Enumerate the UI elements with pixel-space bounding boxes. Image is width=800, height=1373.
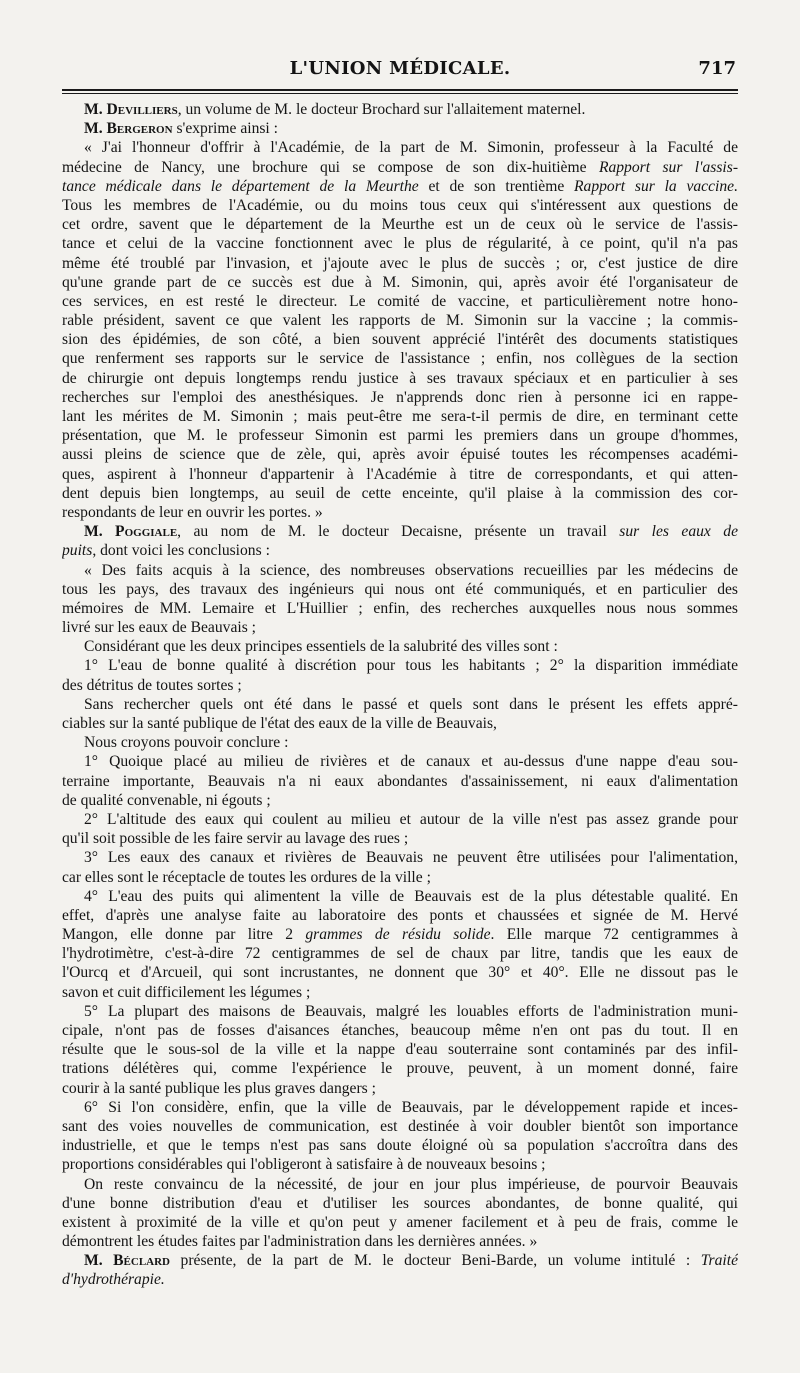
text-line	[62, 254, 738, 273]
text-line	[62, 215, 738, 234]
text-run: ces services, en est resté le directeur. Le comité de vaccine, et particulièrement notre hono-	[62, 292, 738, 310]
text-run: trations délétères qui, comme l'expérience le prouve, peuvent, à un moment donné, faire	[62, 1060, 738, 1078]
header-rule-thin	[62, 93, 738, 94]
text-line	[62, 1194, 738, 1213]
text-line	[62, 292, 738, 311]
text-run: 3° Les eaux des canaux et rivières de Beauvais ne peuvent être utilisées pour l'alimentation,	[84, 849, 738, 867]
text-run: proportions considérables qui l'obligeront à satisfaire à de nouveaux besoins ;	[62, 1156, 546, 1174]
paragraph	[62, 522, 738, 560]
text-run: l'Ourcq et d'Arcueil, qui sont incrustantes, ne donnent que 30° et 40°. Elle ne dissout pas le	[62, 964, 738, 982]
text-line	[62, 407, 738, 426]
text-line	[62, 273, 738, 292]
text-run: présentation, que M. le professeur Simonin est parmi les premiers dans un groupe d'hommes,	[62, 427, 738, 445]
text-line	[62, 637, 738, 656]
italic-title: Rapport sur la vaccine.	[574, 177, 738, 195]
text-run: l'hydrotimètre, c'est-à-dire 72 centigrammes de sel de chaux par litre, tandis que les eaux de	[62, 945, 738, 963]
italic-title: grammes de résidu solide	[305, 926, 491, 944]
text-run: effet, d'après une analyse faite au laboratoire des ponts et chaussées et signée de M. Hervé	[62, 906, 738, 924]
text-line	[62, 925, 738, 944]
italic-title: Traité	[700, 1252, 738, 1270]
text-run: recherches sur l'emploi des anesthésiques. Je n'apprends donc rien à personne ici en rappe-	[62, 388, 738, 406]
speaker-name: M. Poggiale	[84, 523, 178, 541]
text-run: tance et celui de la vaccine fonctionnent avec le plus de régularité, à ce point, qu'il n'a pas	[62, 235, 738, 253]
speaker-name: M. Devilliers	[84, 101, 178, 118]
italic-title: puits	[62, 542, 93, 560]
paragraph	[62, 733, 738, 752]
text-line	[62, 1117, 738, 1136]
text-run: mémoires de MM. Lemaire et L'Huillier ; enfin, des recherches auxquelles nous nous sommes	[62, 599, 738, 617]
text-line	[62, 1079, 738, 1098]
paragraph	[62, 887, 738, 1002]
text-run: aussi pleins de science que de zèle, qui, après avoir épuisé toutes les récompenses académi-	[62, 446, 738, 464]
text-line	[62, 1270, 738, 1289]
text-run: 5° La plupart des maisons de Beauvais, malgré les louables efforts de l'administration muni-	[84, 1002, 738, 1020]
text-run: démontrent les études faites par l'administration dans les dernières années. »	[62, 1233, 538, 1251]
paragraph	[62, 848, 738, 886]
text-run: résulte que le sous-sol de la ville et la nappe d'eau souterraine sont contaminés par des infil-	[62, 1041, 738, 1059]
paragraph	[62, 1098, 738, 1175]
text-line	[62, 196, 738, 215]
text-run: existent à proximité de la ville et qu'on peut y amener facilement et à peu de frais, comme le	[62, 1213, 738, 1231]
text-line	[62, 733, 738, 752]
text-line	[62, 1213, 738, 1232]
text-line	[62, 1251, 738, 1270]
italic-title: tance médicale dans le département de la Meurthe	[62, 177, 419, 195]
text-line	[62, 522, 738, 541]
text-run: terraine importante, Beauvais n'a ni eaux abondantes d'assainissement, ni eaux d'alimentation	[62, 772, 738, 790]
text-line	[62, 1155, 738, 1174]
text-run: sion des épidémies, de son côté, a bien souvent apprécié l'intérêt des documents statistiques	[62, 331, 738, 349]
text-run: qu'il soit possible de les faire servir au lavage des rues ;	[62, 830, 409, 848]
text-line	[62, 1002, 738, 1021]
body-text	[62, 100, 738, 1290]
text-run: livré sur les eaux de Beauvais ;	[62, 619, 256, 637]
text-run: respondants de leur en ouvrir les portes. »	[62, 503, 323, 521]
paragraph	[62, 637, 738, 656]
text-line	[62, 1136, 738, 1155]
text-run: , dont voici les conclusions :	[92, 542, 270, 560]
speaker-name: M. Béclard	[84, 1252, 171, 1270]
text-line	[62, 503, 738, 522]
text-line	[62, 138, 738, 157]
paragraph	[62, 1175, 738, 1252]
text-line	[62, 848, 738, 867]
text-line	[62, 561, 738, 580]
paragraph	[62, 100, 738, 119]
text-run: rable président, savent ce que valent les rapports de M. Simonin sur la vaccine ; la commis-	[62, 312, 738, 330]
text-line	[62, 887, 738, 906]
paragraph	[62, 1251, 738, 1289]
paragraph	[62, 752, 738, 810]
text-run: « Des faits acquis à la science, des nombreuses observations recueillies par les médecins de	[84, 561, 738, 579]
text-line	[62, 484, 738, 503]
text-run: Sans rechercher quels ont été dans le passé et quels sont dans le présent les effets appré-	[84, 695, 738, 713]
text-line	[62, 618, 738, 637]
italic-title: Rapport sur l'assis-	[598, 158, 738, 176]
text-line	[62, 158, 738, 177]
text-line	[62, 772, 738, 791]
text-run: Tous les membres de l'Académie, ou du moins tous ceux qui s'intéressent aux questions de	[62, 196, 738, 214]
text-run: , un volume de M. le docteur Brochard sur l'allaitement maternel.	[177, 101, 586, 118]
text-run: 2° L'altitude des eaux qui coulent au milieu et autour de la ville n'est pas assez grande pour	[84, 810, 738, 828]
paragraph	[62, 1002, 738, 1098]
paragraph	[62, 656, 738, 694]
text-line	[62, 330, 738, 349]
text-line	[62, 676, 738, 695]
text-line	[62, 445, 738, 464]
text-run: lant les mérites de M. Simonin ; mais peut-être me sera-t-il permis de dire, en terminant cette	[62, 408, 738, 425]
page-header	[62, 58, 738, 86]
text-run: de chirurgie ont depuis longtemps rendu justice à ses travaux spéciaux et en particulier à ses	[62, 369, 738, 387]
text-line	[62, 1021, 738, 1040]
text-line	[62, 177, 738, 196]
text-line	[62, 810, 738, 829]
text-line	[62, 1232, 738, 1251]
text-run: Nous croyons pouvoir conclure :	[84, 734, 289, 752]
text-run: tous les pays, des travaux des ingénieurs qui nous ont été communiqués, et en particulier des	[62, 580, 738, 598]
text-line	[62, 234, 738, 253]
text-line	[62, 541, 738, 560]
text-run: industrielle, et que le temps n'est pas sans doute éloigné où sa population s'accroîtra dans des	[62, 1137, 738, 1155]
text-line	[62, 369, 738, 388]
text-line	[62, 752, 738, 771]
text-line	[62, 311, 738, 330]
text-line	[62, 1059, 738, 1078]
paragraph	[62, 119, 738, 138]
text-run: d'une bonne distribution d'eau et d'utiliser les sources abondantes, de bonne qualité, qui	[62, 1194, 738, 1212]
text-run: et de son trentième	[418, 177, 575, 195]
text-line	[62, 714, 738, 733]
paragraph	[62, 138, 738, 522]
text-run: cipale, n'ont pas de fosses d'aisances étanches, beaucoup même n'en ont pas du tout. Il en	[62, 1022, 738, 1039]
text-line	[62, 829, 738, 848]
text-run: . Elle marque 72 centigrammes à	[490, 926, 738, 944]
italic-title: d'hydrothérapie.	[62, 1271, 165, 1289]
text-line	[62, 791, 738, 810]
running-title: L'UNION MÉDICALE.	[289, 58, 511, 79]
text-run: s'exprime ainsi :	[172, 120, 278, 138]
text-run: même été troublé par l'invasion, et j'ajoute avec le plus de succès ; or, c'est justice de dire	[62, 254, 738, 272]
text-line	[62, 944, 738, 963]
text-line	[62, 465, 738, 484]
page-number: 717	[698, 58, 736, 79]
text-line	[62, 906, 738, 925]
text-line	[62, 1040, 738, 1059]
text-run: dent depuis bien longtemps, au seuil de cette enceinte, qu'il plaise à la commission des cor-	[62, 484, 738, 502]
italic-title: sur les eaux de	[619, 523, 738, 541]
text-run: Mangon, elle donne par litre 2	[62, 926, 306, 944]
text-line	[62, 119, 738, 138]
text-run: 4° L'eau des puits qui alimentent la ville de Beauvais est de la plus détestable qualité. En	[84, 887, 738, 905]
paragraph	[62, 810, 738, 848]
text-line	[62, 868, 738, 887]
text-run: sant des voies nouvelles de communication, est destinée à voir doubler bientôt son importance	[62, 1117, 738, 1135]
text-run: ciables sur la santé publique de l'état des eaux de la ville de Beauvais,	[62, 715, 497, 732]
speaker-name: M. Bergeron	[84, 120, 173, 138]
text-run: car elles sont le réceptacle de toutes les ordures de la ville ;	[62, 868, 431, 886]
text-run: courir à la santé publique les plus graves dangers ;	[62, 1079, 376, 1097]
text-line	[62, 349, 738, 368]
text-run: « J'ai l'honneur d'offrir à l'Académie, de la part de M. Simonin, professeur à la Faculté de	[84, 139, 738, 157]
text-run: On reste convaincu de la nécessité, de jour en jour plus impérieuse, de pourvoir Beauvais	[84, 1175, 738, 1193]
text-run: médecine de Nancy, une brochure qui se compose de son dix-huitième	[62, 158, 599, 176]
text-run: Considérant que les deux principes essentiels de la salubrité des villes sont :	[84, 638, 558, 656]
text-run: de qualité convenable, ni égouts ;	[62, 791, 271, 809]
text-line	[62, 100, 738, 119]
text-run: que renferment ses rapports sur le service de l'assistance ; enfin, nos collègues de la section	[62, 350, 738, 368]
text-line	[62, 426, 738, 445]
text-run: savon et cuit difficilement les légumes ;	[62, 983, 311, 1001]
paragraph	[62, 695, 738, 733]
text-line	[62, 388, 738, 407]
text-run: qu'une grande part de ce succès est due à M. Simonin, qui, après avoir été l'organisateur de	[62, 273, 738, 291]
text-run: des détritus de toutes sortes ;	[62, 676, 242, 694]
text-line	[62, 656, 738, 675]
text-run: 1° L'eau de bonne qualité à discrétion pour tous les habitants ; 2° la disparition immédiate	[84, 657, 738, 675]
text-line	[62, 695, 738, 714]
header-rule	[62, 89, 738, 91]
text-line	[62, 599, 738, 618]
text-line	[62, 963, 738, 982]
text-line	[62, 983, 738, 1002]
text-run: ques, aspirent à l'honneur d'appartenir à l'Académie à titre de correspondants, et qui atten-	[62, 465, 738, 483]
text-run: cet ordre, savent que le département de la Meurthe est un de ceux où le service de l'assis-	[62, 216, 738, 234]
text-line	[62, 1175, 738, 1194]
text-line	[62, 580, 738, 599]
text-line	[62, 1098, 738, 1117]
text-run: présente, de la part de M. le docteur Beni-Barde, un volume intitulé :	[170, 1252, 701, 1270]
text-run: , au nom de M. le docteur Decaisne, présente un travail	[177, 523, 620, 541]
text-run: 1° Quoique placé au milieu de rivières et de canaux et au-dessus d'une nappe d'eau sou-	[84, 753, 738, 771]
paragraph	[62, 561, 738, 638]
text-run: 6° Si l'on considère, enfin, que la ville de Beauvais, par le développement rapide et inces-	[84, 1098, 738, 1116]
